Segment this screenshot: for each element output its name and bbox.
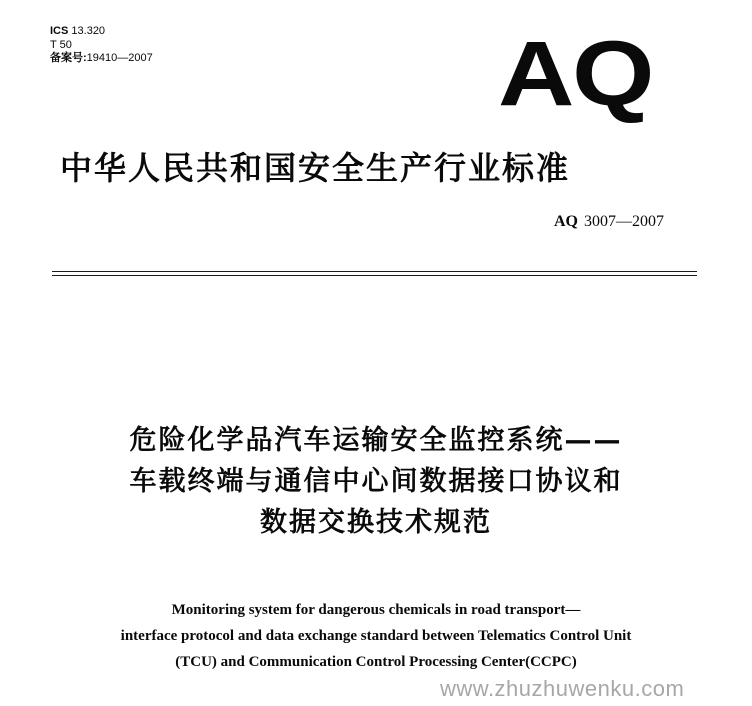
filing-number: 19410—2007 xyxy=(86,52,153,64)
classification-block xyxy=(50,25,153,66)
english-title-line: Monitoring system for dangerous chemicals in road transport— xyxy=(171,602,581,618)
header-divider-bottom xyxy=(52,275,697,276)
chinese-title-line: 数据交换技术规范 xyxy=(260,507,492,538)
site-watermark: www.zhuzhuwenku.com xyxy=(440,676,685,701)
ics-label: ICS xyxy=(50,25,69,37)
english-title-line: interface protocol and data exchange standard between Telematics Control Unit xyxy=(120,628,632,644)
english-title-line: (TCU) and Communication Control Processing Center(CCPC) xyxy=(175,654,577,670)
filing-label: 备案号: xyxy=(50,52,87,64)
english-title xyxy=(0,597,752,675)
chinese-title-line: 车载终端与通信中心间数据接口协议和 xyxy=(129,466,623,497)
standard-prefix: AQ xyxy=(554,213,578,230)
ics-code: 13.320 xyxy=(71,25,106,37)
ccs-code: T 50 xyxy=(50,38,72,51)
standard-code: 3007—2007 xyxy=(584,213,664,230)
ics-line xyxy=(50,25,153,39)
header-divider-top xyxy=(52,271,697,272)
chinese-title xyxy=(0,420,752,543)
standard-number xyxy=(554,213,664,231)
aq-logo: AQ xyxy=(498,23,653,125)
issuing-organization: 中华人民共和国安全生产行业标准 xyxy=(60,149,571,187)
chinese-title-line: 危险化学品汽车运输安全监控系统—— xyxy=(129,425,623,456)
filing-line xyxy=(50,52,153,66)
